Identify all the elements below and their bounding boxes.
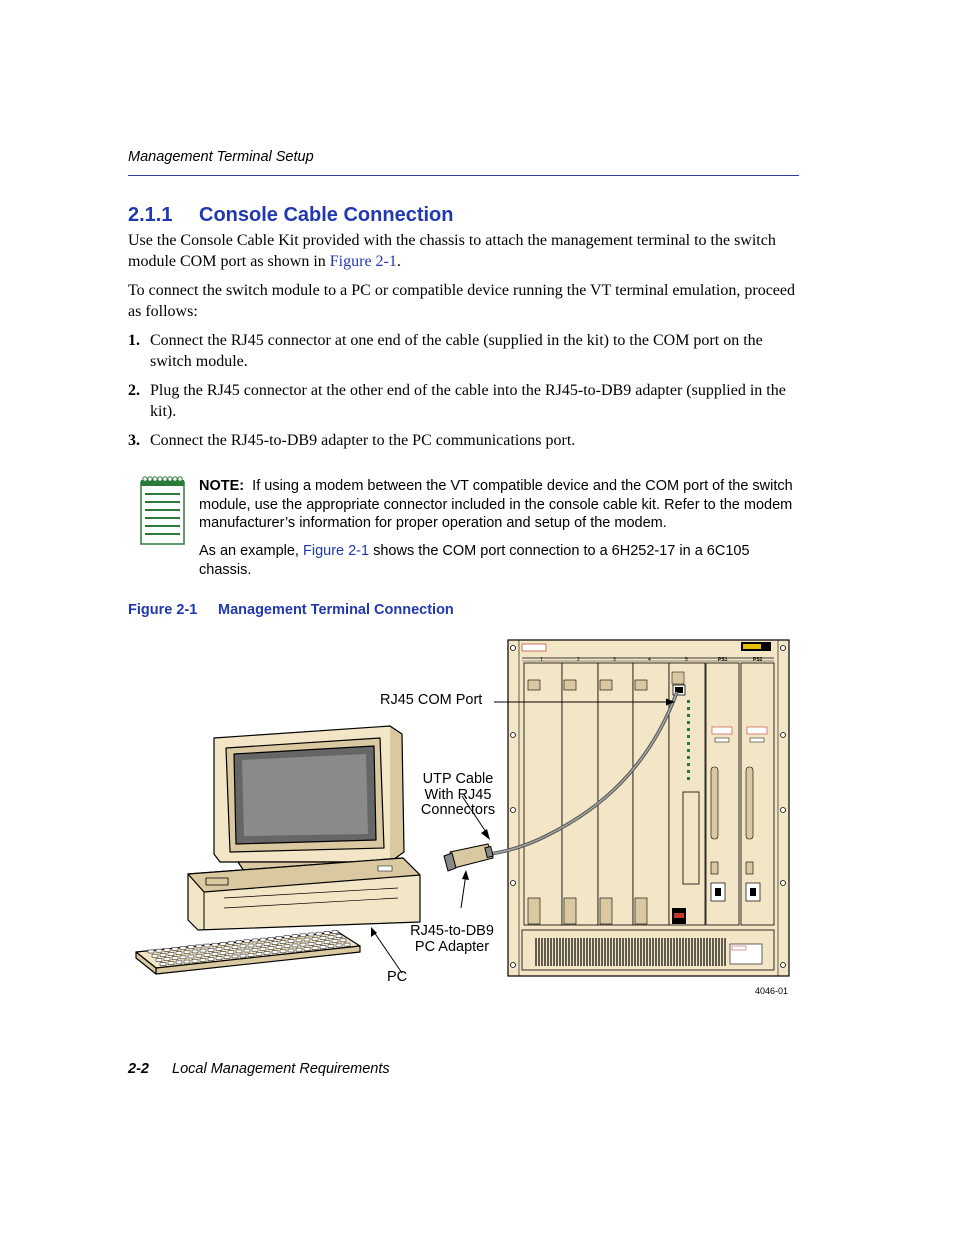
- adapter-line-1: RJ45-to-DB9: [410, 923, 494, 939]
- step-number: 2.: [128, 382, 140, 399]
- intro-end: .: [396, 252, 401, 270]
- figure-number: Figure 2-1: [128, 602, 198, 618]
- chapter-title: Local Management Requirements: [172, 1061, 390, 1077]
- figure-link[interactable]: Figure 2-1: [329, 252, 397, 270]
- slot-label-1: 1: [540, 657, 543, 663]
- header-rule: [128, 175, 799, 176]
- running-head: Management Terminal Setup: [128, 149, 314, 165]
- step-1: [128, 331, 800, 372]
- utp-line-2: With RJ45: [424, 786, 492, 803]
- rj45-db9-adapter: [444, 844, 493, 871]
- step-text: Connect the RJ45 connector at one end of the cable (supplied in the kit) to the COM port on the switch module.: [150, 332, 763, 370]
- slot-label-5: 5: [685, 657, 688, 663]
- figure-link-note[interactable]: Figure 2-1: [302, 543, 370, 559]
- adapter-line-2: PC Adapter: [414, 938, 490, 955]
- ps1-label: PS1: [718, 657, 728, 663]
- slot-label-2: 2: [577, 657, 580, 663]
- step-3: [128, 431, 800, 452]
- procedure-intro: To connect the switch module to a PC or compatible device running the VT terminal emulation, proceed as follows:: [128, 282, 795, 320]
- art-id: 4046-01: [755, 986, 789, 996]
- page-number: 2-2: [128, 1061, 149, 1077]
- step-text: Plug the RJ45 connector at the other end of the cable into the RJ45-to-DB9 adapter (supplied in the kit).: [150, 382, 786, 420]
- callout-adapter: [404, 924, 500, 955]
- callout-utp-cable: [415, 772, 501, 819]
- slot-label-4: 4: [648, 657, 651, 663]
- figure-caption: [128, 602, 454, 618]
- note-icon: [138, 474, 188, 548]
- callout-rj45-com-port: RJ45 COM Port: [380, 692, 483, 708]
- intro-text: Use the Console Cable Kit provided with the chassis to attach the management terminal to the switch module COM port as shown in: [128, 232, 776, 270]
- chassis: [508, 640, 789, 976]
- utp-line-3: Connectors: [420, 802, 496, 818]
- step-2: [128, 381, 800, 422]
- note-example: [199, 542, 801, 579]
- example-text: As an example,: [199, 543, 303, 559]
- example-end: shows the COM port connection to a 6H252-17 in a 6C105 chassis.: [199, 543, 750, 578]
- step-number: 3.: [128, 432, 140, 449]
- section-number: 2.1.1: [128, 204, 173, 226]
- section-title: Console Cable Connection: [199, 204, 454, 226]
- slot-label-3: 3: [613, 657, 616, 663]
- step-text: Connect the RJ45-to-DB9 adapter to the PC communications port.: [150, 432, 576, 449]
- section-heading: [128, 204, 453, 227]
- intro-paragraph: [128, 231, 800, 272]
- note-text: [199, 477, 801, 533]
- ps2-label: PS2: [753, 657, 763, 663]
- step-number: 1.: [128, 332, 140, 349]
- figure-title: Management Terminal Connection: [218, 602, 454, 618]
- utp-line-1: UTP Cable: [422, 771, 494, 787]
- note-body: If using a modem between the VT compatible device and the COM port of the switch module, use the appropriate connector included in the console cable kit. Refer to the modem manufacturer’s information for proper operation and setup of the modem.: [199, 478, 793, 531]
- callout-pc: PC: [387, 969, 408, 985]
- page-footer: [128, 1061, 390, 1077]
- note-label: NOTE:: [199, 478, 245, 494]
